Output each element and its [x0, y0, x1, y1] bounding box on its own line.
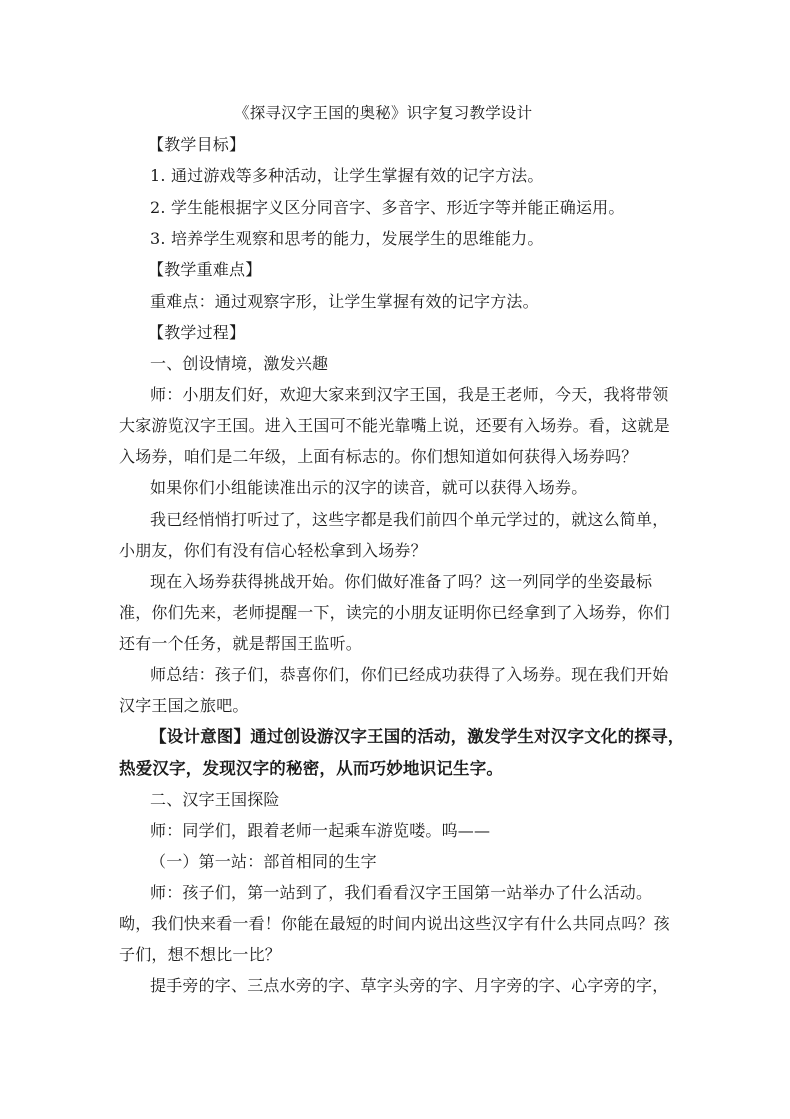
- objective-item-1: 1. 通过游戏等多种活动，让学生掌握有效的记字方法。: [150, 166, 544, 185]
- key-points-heading: 【教学重难点】: [148, 260, 262, 279]
- section1-p4-line1: 现在入场券获得挑战开始。你们做好准备了吗？这一列同学的坐姿最标: [150, 572, 653, 591]
- section1-p5-line2: 汉字王国之旅吧。: [119, 696, 249, 715]
- process-heading: 【教学过程】: [148, 323, 246, 342]
- section2-p1: 师：同学们，跟着老师一起乘车游览喽。呜——: [150, 821, 491, 840]
- sub1-heading: （一）第一站：部首相同的生字: [150, 852, 377, 871]
- section1-heading: 一、创设情境，激发兴趣: [150, 354, 329, 373]
- section2-heading: 二、汉字王国探险: [150, 790, 280, 809]
- design-intent-line1: 【设计意图】通过创设游汉字王国的活动，激发学生对汉字文化的探寻，: [150, 727, 685, 746]
- document-title: 《探寻汉字王国的奥秘》识字复习教学设计: [234, 104, 533, 122]
- section1-p2: 如果你们小组能读准出示的汉字的读音，就可以获得入场券。: [150, 478, 588, 497]
- section1-p4-line2: 准，你们先来，老师提醒一下，读完的小朋友证明你已经拿到了入场券，你们: [119, 603, 670, 622]
- objective-item-2: 2. 学生能根据字义区分同音字、多音字、形近字等并能正确运用。: [150, 198, 625, 217]
- sub1-p2: 提手旁的字、三点水旁的字、草字头旁的字、月字旁的字、心字旁的字，: [150, 976, 669, 995]
- objective-item-3: 3. 培养学生观察和思考的能力，发展学生的思维能力。: [150, 229, 544, 248]
- sub1-p1-line1: 师：孩子们，第一站到了，我们看看汉字王国第一站举办了什么活动。: [150, 883, 653, 902]
- section1-p1-line1: 师：小朋友们好，欢迎大家来到汉字王国，我是王老师，今天，我将带领: [150, 385, 669, 404]
- section1-p5-line1: 师总结：孩子们，恭喜你们，你们已经成功获得了入场券。现在我们开始: [150, 665, 669, 684]
- section1-p4-line3: 还有一个任务，就是帮国王监听。: [119, 634, 363, 653]
- key-points-text: 重难点：通过观察字形，让学生掌握有效的记字方法。: [150, 292, 539, 311]
- section1-p1-line2: 大家游览汉字王国。进入王国可不能光靠嘴上说，还要有入场券。看，这就是: [119, 416, 670, 435]
- sub1-p1-line3: 子们，想不想比一比？: [119, 945, 282, 964]
- design-intent-line2: 热爱汉字，发现汉字的秘密，从而巧妙地识记生字。: [119, 759, 504, 778]
- section1-p3-line2: 小朋友，你们有没有信心轻松拿到入场券？: [119, 541, 427, 560]
- sub1-p1-line2: 呦，我们快来看一看！你能在最短的时间内说出这些汉字有什么共同点吗？孩: [119, 914, 670, 933]
- section1-p1-line3: 入场券，咱们是二年级，上面有标志的。你们想知道如何获得入场券吗？: [119, 447, 638, 466]
- objectives-heading: 【教学目标】: [148, 135, 246, 154]
- section1-p3-line1: 我已经悄悄打听过了，这些字都是我们前四个单元学过的，就这么简单，: [150, 510, 669, 529]
